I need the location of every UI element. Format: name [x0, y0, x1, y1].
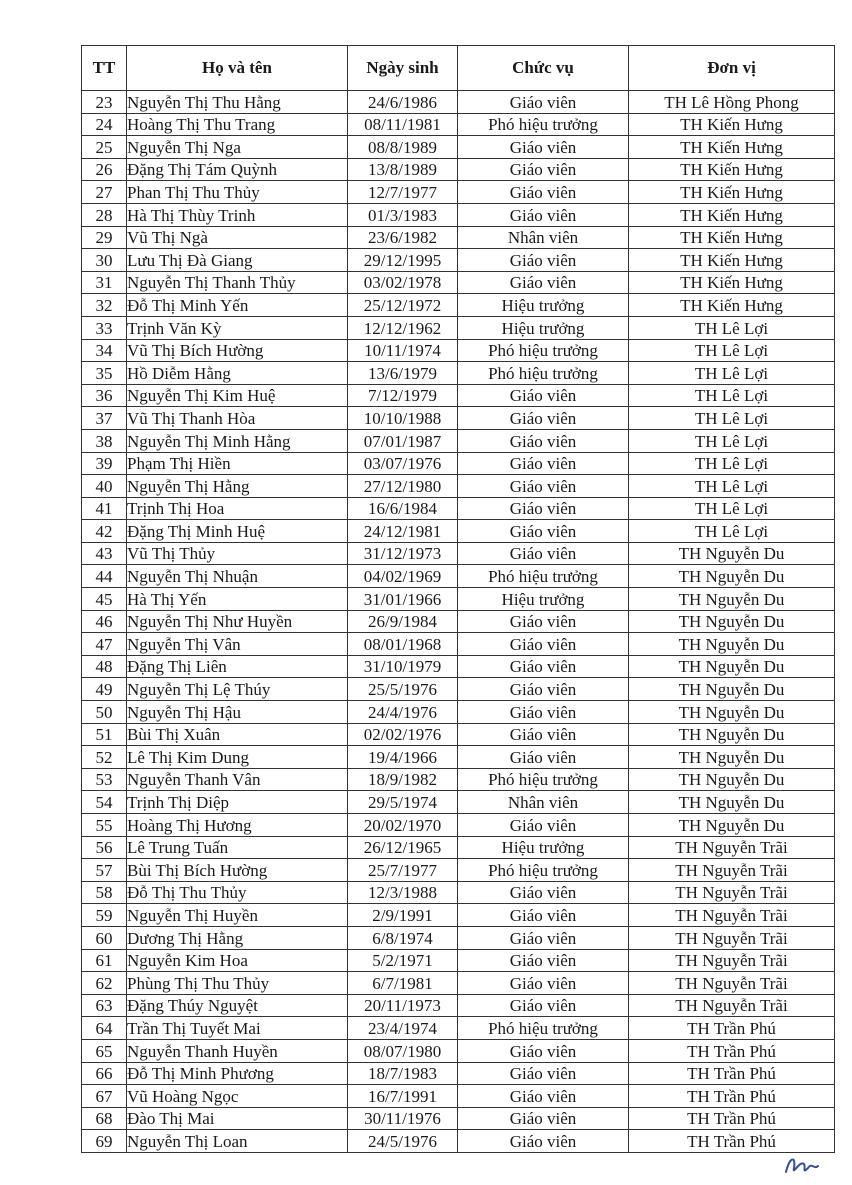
- table-row: [82, 723, 835, 746]
- cell-tt: 38: [82, 429, 127, 452]
- cell-name: Hoàng Thị Hương: [127, 814, 348, 837]
- cell-dob: 16/7/1991: [348, 1085, 458, 1108]
- cell-name: Đào Thị Mai: [127, 1107, 348, 1130]
- cell-tt: 53: [82, 768, 127, 791]
- cell-unit: TH Trần Phú: [629, 1039, 835, 1062]
- cell-dob: 02/02/1976: [348, 723, 458, 746]
- header-role: Chức vụ: [458, 46, 629, 91]
- table-row: [82, 249, 835, 272]
- cell-unit: TH Kiến Hưng: [629, 203, 835, 226]
- cell-unit: TH Nguyễn Du: [629, 633, 835, 656]
- cell-tt: 67: [82, 1085, 127, 1108]
- cell-tt: 64: [82, 1017, 127, 1040]
- cell-role: Phó hiệu trưởng: [458, 1017, 629, 1040]
- cell-name: Nguyễn Thị Minh Hằng: [127, 429, 348, 452]
- cell-name: Nguyễn Thị Thu Hằng: [127, 91, 348, 114]
- cell-role: Giáo viên: [458, 1039, 629, 1062]
- cell-role: Giáo viên: [458, 158, 629, 181]
- cell-dob: 01/3/1983: [348, 203, 458, 226]
- cell-tt: 54: [82, 791, 127, 814]
- table-row: [82, 181, 835, 204]
- cell-tt: 60: [82, 926, 127, 949]
- cell-role: Phó hiệu trưởng: [458, 565, 629, 588]
- cell-unit: TH Lê Lợi: [629, 452, 835, 475]
- cell-tt: 55: [82, 814, 127, 837]
- cell-name: Phạm Thị Hiền: [127, 452, 348, 475]
- cell-unit: TH Trần Phú: [629, 1062, 835, 1085]
- table-row: [82, 1085, 835, 1108]
- cell-unit: TH Nguyễn Du: [629, 655, 835, 678]
- cell-unit: TH Lê Lợi: [629, 407, 835, 430]
- table-row: [82, 814, 835, 837]
- table-row: [82, 158, 835, 181]
- cell-unit: TH Nguyễn Du: [629, 701, 835, 724]
- cell-name: Phùng Thị Thu Thủy: [127, 972, 348, 995]
- cell-tt: 44: [82, 565, 127, 588]
- cell-name: Nguyễn Thị Thanh Thủy: [127, 271, 348, 294]
- cell-tt: 61: [82, 949, 127, 972]
- cell-tt: 59: [82, 904, 127, 927]
- cell-tt: 31: [82, 271, 127, 294]
- cell-role: Giáo viên: [458, 723, 629, 746]
- table-row: [82, 994, 835, 1017]
- table-row: [82, 339, 835, 362]
- cell-dob: 04/02/1969: [348, 565, 458, 588]
- cell-role: Giáo viên: [458, 452, 629, 475]
- cell-tt: 57: [82, 859, 127, 882]
- cell-tt: 62: [82, 972, 127, 995]
- cell-role: Giáo viên: [458, 610, 629, 633]
- table-row: [82, 226, 835, 249]
- cell-name: Vũ Thị Thủy: [127, 542, 348, 565]
- table-row: [82, 520, 835, 543]
- cell-dob: 27/12/1980: [348, 475, 458, 498]
- cell-tt: 56: [82, 836, 127, 859]
- cell-role: Phó hiệu trưởng: [458, 113, 629, 136]
- table-row: [82, 655, 835, 678]
- cell-dob: 18/9/1982: [348, 768, 458, 791]
- cell-tt: 48: [82, 655, 127, 678]
- cell-dob: 13/6/1979: [348, 362, 458, 385]
- cell-name: Hà Thị Thùy Trinh: [127, 203, 348, 226]
- cell-unit: TH Nguyễn Du: [629, 814, 835, 837]
- cell-tt: 65: [82, 1039, 127, 1062]
- cell-role: Giáo viên: [458, 271, 629, 294]
- cell-name: Hà Thị Yến: [127, 588, 348, 611]
- cell-dob: 31/01/1966: [348, 588, 458, 611]
- cell-dob: 16/6/1984: [348, 497, 458, 520]
- cell-name: Đặng Thị Liên: [127, 655, 348, 678]
- cell-name: Bùi Thị Bích Hường: [127, 859, 348, 882]
- cell-dob: 31/10/1979: [348, 655, 458, 678]
- cell-role: Giáo viên: [458, 994, 629, 1017]
- cell-dob: 03/02/1978: [348, 271, 458, 294]
- cell-dob: 23/6/1982: [348, 226, 458, 249]
- table-row: [82, 384, 835, 407]
- cell-unit: TH Lê Lợi: [629, 316, 835, 339]
- header-dob: Ngày sinh: [348, 46, 458, 91]
- cell-dob: 25/12/1972: [348, 294, 458, 317]
- cell-name: Phan Thị Thu Thủy: [127, 181, 348, 204]
- cell-unit: TH Kiến Hưng: [629, 158, 835, 181]
- cell-tt: 43: [82, 542, 127, 565]
- cell-name: Trịnh Thị Hoa: [127, 497, 348, 520]
- cell-unit: TH Lê Lợi: [629, 497, 835, 520]
- cell-tt: 39: [82, 452, 127, 475]
- cell-role: Giáo viên: [458, 542, 629, 565]
- cell-unit: TH Lê Lợi: [629, 429, 835, 452]
- cell-name: Vũ Thị Bích Hường: [127, 339, 348, 362]
- cell-tt: 69: [82, 1130, 127, 1153]
- cell-role: Giáo viên: [458, 1107, 629, 1130]
- cell-role: Giáo viên: [458, 633, 629, 656]
- cell-role: Giáo viên: [458, 746, 629, 769]
- cell-name: Nguyễn Thị Kim Huệ: [127, 384, 348, 407]
- cell-role: Phó hiệu trưởng: [458, 859, 629, 882]
- cell-tt: 25: [82, 136, 127, 159]
- cell-role: Giáo viên: [458, 407, 629, 430]
- table-row: [82, 678, 835, 701]
- cell-dob: 19/4/1966: [348, 746, 458, 769]
- cell-role: Phó hiệu trưởng: [458, 768, 629, 791]
- cell-unit: TH Nguyễn Trãi: [629, 836, 835, 859]
- cell-dob: 30/11/1976: [348, 1107, 458, 1130]
- cell-unit: TH Nguyễn Du: [629, 542, 835, 565]
- cell-unit: TH Nguyễn Trãi: [629, 926, 835, 949]
- cell-dob: 24/5/1976: [348, 1130, 458, 1153]
- cell-tt: 66: [82, 1062, 127, 1085]
- table-row: [82, 452, 835, 475]
- staff-table: [81, 45, 835, 1153]
- cell-dob: 08/07/1980: [348, 1039, 458, 1062]
- cell-name: Hồ Diễm Hằng: [127, 362, 348, 385]
- cell-name: Trần Thị Tuyết Mai: [127, 1017, 348, 1040]
- cell-dob: 31/12/1973: [348, 542, 458, 565]
- cell-role: Phó hiệu trưởng: [458, 339, 629, 362]
- cell-dob: 08/11/1981: [348, 113, 458, 136]
- cell-tt: 29: [82, 226, 127, 249]
- table-row: [82, 136, 835, 159]
- table-row: [82, 316, 835, 339]
- cell-name: Trịnh Thị Diệp: [127, 791, 348, 814]
- cell-tt: 49: [82, 678, 127, 701]
- cell-role: Nhân viên: [458, 791, 629, 814]
- cell-name: Đỗ Thị Thu Thủy: [127, 881, 348, 904]
- table-row: [82, 497, 835, 520]
- table-row: [82, 1107, 835, 1130]
- cell-role: Giáo viên: [458, 701, 629, 724]
- cell-unit: TH Nguyễn Du: [629, 678, 835, 701]
- cell-dob: 29/5/1974: [348, 791, 458, 814]
- cell-name: Bùi Thị Xuân: [127, 723, 348, 746]
- cell-dob: 10/10/1988: [348, 407, 458, 430]
- table-row: [82, 972, 835, 995]
- table-row: [82, 701, 835, 724]
- cell-unit: TH Nguyễn Du: [629, 791, 835, 814]
- cell-dob: 23/4/1974: [348, 1017, 458, 1040]
- cell-tt: 36: [82, 384, 127, 407]
- cell-name: Lê Trung Tuấn: [127, 836, 348, 859]
- signature-mark: [782, 1150, 822, 1180]
- cell-role: Giáo viên: [458, 949, 629, 972]
- cell-unit: TH Kiến Hưng: [629, 113, 835, 136]
- cell-unit: TH Nguyễn Trãi: [629, 994, 835, 1017]
- table-row: [82, 475, 835, 498]
- table-row: [82, 768, 835, 791]
- cell-unit: TH Nguyễn Du: [629, 746, 835, 769]
- cell-name: Đỗ Thị Minh Phương: [127, 1062, 348, 1085]
- cell-role: Giáo viên: [458, 1062, 629, 1085]
- table-row: [82, 407, 835, 430]
- cell-unit: TH Nguyễn Du: [629, 768, 835, 791]
- cell-role: Giáo viên: [458, 904, 629, 927]
- cell-dob: 07/01/1987: [348, 429, 458, 452]
- table-row: [82, 1017, 835, 1040]
- cell-dob: 6/8/1974: [348, 926, 458, 949]
- cell-name: Nguyễn Thị Nga: [127, 136, 348, 159]
- cell-dob: 25/5/1976: [348, 678, 458, 701]
- table-row: [82, 904, 835, 927]
- cell-role: Giáo viên: [458, 1085, 629, 1108]
- cell-unit: TH Trần Phú: [629, 1017, 835, 1040]
- cell-tt: 63: [82, 994, 127, 1017]
- cell-unit: TH Kiến Hưng: [629, 226, 835, 249]
- cell-unit: TH Nguyễn Trãi: [629, 904, 835, 927]
- cell-name: Đặng Thị Tám Quỳnh: [127, 158, 348, 181]
- table-row: [82, 271, 835, 294]
- cell-name: Nguyễn Thị Vân: [127, 633, 348, 656]
- cell-dob: 12/3/1988: [348, 881, 458, 904]
- cell-dob: 24/4/1976: [348, 701, 458, 724]
- cell-role: Giáo viên: [458, 429, 629, 452]
- cell-unit: TH Trần Phú: [629, 1107, 835, 1130]
- cell-tt: 23: [82, 91, 127, 114]
- table-row: [82, 610, 835, 633]
- cell-role: Giáo viên: [458, 249, 629, 272]
- cell-unit: TH Nguyễn Trãi: [629, 881, 835, 904]
- cell-role: Hiệu trưởng: [458, 294, 629, 317]
- header-unit: Đơn vị: [629, 46, 835, 91]
- table-body: [82, 91, 835, 1153]
- table-row: [82, 746, 835, 769]
- cell-role: Giáo viên: [458, 814, 629, 837]
- table-row: [82, 542, 835, 565]
- cell-unit: TH Nguyễn Du: [629, 588, 835, 611]
- cell-tt: 50: [82, 701, 127, 724]
- table-row: [82, 294, 835, 317]
- cell-name: Nguyễn Thị Hằng: [127, 475, 348, 498]
- table-row: [82, 1039, 835, 1062]
- cell-role: Giáo viên: [458, 1130, 629, 1153]
- cell-dob: 2/9/1991: [348, 904, 458, 927]
- cell-unit: TH Nguyễn Du: [629, 610, 835, 633]
- cell-unit: TH Nguyễn Trãi: [629, 972, 835, 995]
- cell-name: Hoàng Thị Thu Trang: [127, 113, 348, 136]
- cell-tt: 40: [82, 475, 127, 498]
- cell-role: Giáo viên: [458, 881, 629, 904]
- cell-role: Nhân viên: [458, 226, 629, 249]
- cell-name: Vũ Thị Thanh Hòa: [127, 407, 348, 430]
- header-tt: TT: [82, 46, 127, 91]
- cell-role: Hiệu trưởng: [458, 588, 629, 611]
- cell-unit: TH Kiến Hưng: [629, 136, 835, 159]
- cell-name: Vũ Thị Ngà: [127, 226, 348, 249]
- cell-tt: 28: [82, 203, 127, 226]
- cell-tt: 47: [82, 633, 127, 656]
- cell-name: Nguyễn Thị Loan: [127, 1130, 348, 1153]
- cell-name: Nguyễn Thị Hậu: [127, 701, 348, 724]
- cell-unit: TH Kiến Hưng: [629, 249, 835, 272]
- cell-name: Nguyễn Thị Như Huyền: [127, 610, 348, 633]
- cell-tt: 33: [82, 316, 127, 339]
- cell-role: Giáo viên: [458, 384, 629, 407]
- cell-tt: 27: [82, 181, 127, 204]
- cell-role: Giáo viên: [458, 678, 629, 701]
- cell-role: Giáo viên: [458, 91, 629, 114]
- cell-tt: 42: [82, 520, 127, 543]
- table-row: [82, 203, 835, 226]
- cell-role: Giáo viên: [458, 203, 629, 226]
- cell-unit: TH Nguyễn Du: [629, 565, 835, 588]
- cell-unit: TH Nguyễn Du: [629, 723, 835, 746]
- cell-dob: 20/11/1973: [348, 994, 458, 1017]
- cell-dob: 03/07/1976: [348, 452, 458, 475]
- table-row: [82, 949, 835, 972]
- cell-dob: 10/11/1974: [348, 339, 458, 362]
- cell-tt: 26: [82, 158, 127, 181]
- cell-unit: TH Lê Hồng Phong: [629, 91, 835, 114]
- cell-unit: TH Kiến Hưng: [629, 294, 835, 317]
- cell-unit: TH Lê Lợi: [629, 339, 835, 362]
- cell-role: Giáo viên: [458, 972, 629, 995]
- table-row: [82, 881, 835, 904]
- cell-unit: TH Trần Phú: [629, 1085, 835, 1108]
- cell-name: Lưu Thị Đà Giang: [127, 249, 348, 272]
- cell-dob: 12/7/1977: [348, 181, 458, 204]
- cell-role: Giáo viên: [458, 497, 629, 520]
- cell-dob: 26/12/1965: [348, 836, 458, 859]
- cell-role: Giáo viên: [458, 136, 629, 159]
- cell-tt: 32: [82, 294, 127, 317]
- table-header-row: [82, 46, 835, 91]
- cell-dob: 18/7/1983: [348, 1062, 458, 1085]
- cell-tt: 46: [82, 610, 127, 633]
- cell-role: Giáo viên: [458, 181, 629, 204]
- cell-tt: 24: [82, 113, 127, 136]
- table-row: [82, 91, 835, 114]
- table-row: [82, 588, 835, 611]
- cell-role: Giáo viên: [458, 926, 629, 949]
- cell-name: Nguyễn Kim Hoa: [127, 949, 348, 972]
- cell-tt: 34: [82, 339, 127, 362]
- cell-dob: 20/02/1970: [348, 814, 458, 837]
- cell-tt: 58: [82, 881, 127, 904]
- cell-dob: 29/12/1995: [348, 249, 458, 272]
- cell-unit: TH Lê Lợi: [629, 362, 835, 385]
- cell-unit: TH Kiến Hưng: [629, 271, 835, 294]
- cell-dob: 26/9/1984: [348, 610, 458, 633]
- table-row: [82, 429, 835, 452]
- cell-dob: 12/12/1962: [348, 316, 458, 339]
- table-row: [82, 1062, 835, 1085]
- cell-dob: 5/2/1971: [348, 949, 458, 972]
- cell-dob: 24/6/1986: [348, 91, 458, 114]
- cell-name: Nguyễn Thanh Vân: [127, 768, 348, 791]
- cell-name: Nguyễn Thanh Huyền: [127, 1039, 348, 1062]
- cell-name: Lê Thị Kim Dung: [127, 746, 348, 769]
- cell-name: Nguyễn Thị Huyền: [127, 904, 348, 927]
- cell-name: Trịnh Văn Kỳ: [127, 316, 348, 339]
- cell-role: Giáo viên: [458, 475, 629, 498]
- cell-name: Nguyễn Thị Nhuận: [127, 565, 348, 588]
- cell-dob: 13/8/1989: [348, 158, 458, 181]
- table-row: [82, 926, 835, 949]
- table-row: [82, 113, 835, 136]
- cell-role: Hiệu trưởng: [458, 316, 629, 339]
- cell-tt: 35: [82, 362, 127, 385]
- cell-tt: 68: [82, 1107, 127, 1130]
- table-row: [82, 859, 835, 882]
- cell-name: Đỗ Thị Minh Yến: [127, 294, 348, 317]
- cell-name: Nguyễn Thị Lệ Thúy: [127, 678, 348, 701]
- cell-name: Đặng Thị Minh Huệ: [127, 520, 348, 543]
- cell-dob: 6/7/1981: [348, 972, 458, 995]
- cell-unit: TH Nguyễn Trãi: [629, 949, 835, 972]
- table-row: [82, 565, 835, 588]
- table-row: [82, 791, 835, 814]
- cell-unit: TH Lê Lợi: [629, 384, 835, 407]
- cell-tt: 45: [82, 588, 127, 611]
- cell-tt: 37: [82, 407, 127, 430]
- header-name: Họ và tên: [127, 46, 348, 91]
- cell-dob: 24/12/1981: [348, 520, 458, 543]
- table-row: [82, 362, 835, 385]
- cell-name: Dương Thị Hằng: [127, 926, 348, 949]
- cell-tt: 52: [82, 746, 127, 769]
- cell-tt: 41: [82, 497, 127, 520]
- cell-dob: 08/8/1989: [348, 136, 458, 159]
- table-row: [82, 836, 835, 859]
- table-row: [82, 1130, 835, 1153]
- cell-unit: TH Lê Lợi: [629, 475, 835, 498]
- cell-unit: TH Kiến Hưng: [629, 181, 835, 204]
- cell-role: Phó hiệu trưởng: [458, 362, 629, 385]
- cell-unit: TH Nguyễn Trãi: [629, 859, 835, 882]
- cell-tt: 51: [82, 723, 127, 746]
- cell-name: Đặng Thúy Nguyệt: [127, 994, 348, 1017]
- cell-dob: 25/7/1977: [348, 859, 458, 882]
- cell-dob: 08/01/1968: [348, 633, 458, 656]
- cell-unit: TH Lê Lợi: [629, 520, 835, 543]
- cell-dob: 7/12/1979: [348, 384, 458, 407]
- cell-role: Giáo viên: [458, 655, 629, 678]
- table-row: [82, 633, 835, 656]
- cell-name: Vũ Hoàng Ngọc: [127, 1085, 348, 1108]
- cell-unit: TH Trần Phú: [629, 1130, 835, 1153]
- cell-role: Hiệu trưởng: [458, 836, 629, 859]
- cell-role: Giáo viên: [458, 520, 629, 543]
- cell-tt: 30: [82, 249, 127, 272]
